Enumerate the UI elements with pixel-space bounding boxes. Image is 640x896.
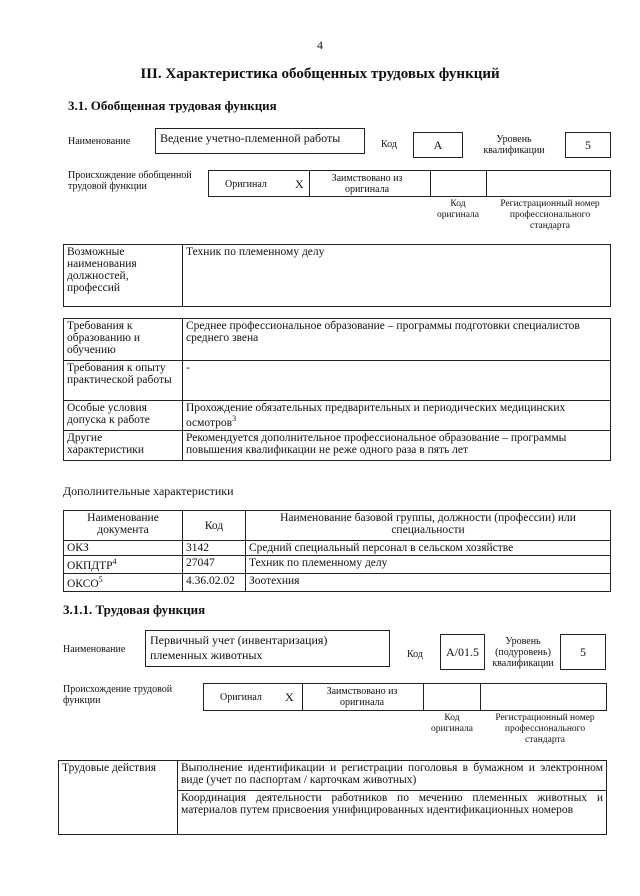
additional-code: 4.36.02.02 <box>183 573 246 591</box>
tf-borrowed-label: Заимствовано из оригинала <box>326 686 398 708</box>
section-title: III. Характеристика обобщенных трудовых функций <box>140 66 500 82</box>
req-conditions-footnote: 3 <box>232 414 237 423</box>
tf-heading: 3.1.1. Трудовая функция <box>63 602 206 617</box>
gtf-code-label: Код <box>381 139 397 150</box>
action-item: Выполнение идентификации и регистрации поголовья в бумажном и электронном виде (учет по паспортам / карточкам животных) <box>178 761 607 791</box>
actions-label: Трудовые действия <box>59 761 178 835</box>
additional-doc-footnote: 4 <box>112 557 117 566</box>
additional-header-name: Наименование базовой группы, должности (профессии) или специальности <box>246 511 611 541</box>
gtf-level-value: 5 <box>565 132 611 158</box>
req-education-label: Требования к образованию и обучению <box>64 319 183 361</box>
tf-level-value: 5 <box>560 634 606 670</box>
tf-name-value: Первичный учет (инвентаризация) племенных животных <box>145 630 390 667</box>
additional-heading: Дополнительные характеристики <box>63 484 234 498</box>
tf-origin-grid <box>203 683 607 711</box>
table-row <box>64 573 611 591</box>
action-item: Координация деятельности работников по мечению племенных животных и материалов путем присвоения унифицированных идентификационных номеров <box>178 791 607 835</box>
gtf-name-value: Ведение учетно-племенной работы <box>155 128 365 154</box>
additional-doc-cell <box>64 573 183 591</box>
req-experience-value: - <box>183 361 611 401</box>
page-number: 4 <box>317 38 323 52</box>
tf-level-label: Уровень (подуровень) квалификации <box>492 636 554 669</box>
tf-origin-label: Происхождение трудовой функции <box>63 684 173 706</box>
gtf-name-label: Наименование <box>68 136 131 147</box>
tf-code-label: Код <box>407 649 423 660</box>
tf-original-mark: X <box>285 690 294 704</box>
additional-table <box>63 510 611 592</box>
actions-table <box>58 760 607 835</box>
tf-code-value: А/01.5 <box>440 634 485 670</box>
table-row <box>64 556 611 574</box>
tf-name-label: Наименование <box>63 644 126 655</box>
additional-name: Средний специальный персонал в сельском хозяйстве <box>246 541 611 556</box>
tf-origin-code-label: Код оригинала <box>431 713 473 734</box>
additional-doc-footnote: 5 <box>98 574 103 584</box>
req-other-value: Рекомендуется дополнительное профессиональное образование – программы повышения квалификации не реже одного раза в пять лет <box>183 431 611 461</box>
req-conditions-label: Особые условия допуска к работе <box>64 401 183 431</box>
gtf-reg-number-label: Регистрационный номер профессионального стандарта <box>500 199 600 231</box>
additional-header-doc: Наименование документа <box>64 511 183 541</box>
positions-table <box>63 244 611 307</box>
requirements-table <box>63 318 611 461</box>
positions-label: Возможные наименования должностей, профессий <box>64 245 183 307</box>
positions-value: Техник по племенному делу <box>183 245 611 307</box>
additional-name: Техник по племенному делу <box>246 556 611 574</box>
table-row <box>64 541 611 556</box>
gtf-origin-label: Происхождение обобщенной трудовой функции <box>68 170 192 192</box>
req-experience-label: Требования к опыту практической работы <box>64 361 183 401</box>
additional-name: Зоотехния <box>246 573 611 591</box>
additional-code: 3142 <box>183 541 246 556</box>
gtf-origin-grid <box>208 170 611 197</box>
req-conditions-cell <box>183 401 611 431</box>
additional-doc-cell <box>64 556 183 574</box>
gtf-borrowed-label: Заимствовано из оригинала <box>331 173 403 195</box>
additional-doc: ОКЗ <box>64 541 183 556</box>
tf-original-label: Оригинал <box>220 692 262 703</box>
gtf-code-value: А <box>413 132 463 158</box>
additional-doc: ОКПДТР <box>67 559 113 572</box>
gtf-original-label: Оригинал <box>225 179 267 190</box>
additional-code: 27047 <box>183 556 246 574</box>
gtf-level-label: Уровень квалификации <box>483 134 545 156</box>
req-conditions-value: Прохождение обязательных предварительных и периодических медицинских осмотров <box>186 402 566 429</box>
gtf-heading: 3.1. Обобщенная трудовая функция <box>68 98 277 113</box>
gtf-original-mark: X <box>295 177 304 191</box>
gtf-origin-code-label: Код оригинала <box>437 199 479 220</box>
additional-header-code: Код <box>183 511 246 541</box>
req-education-value: Среднее профессиональное образование – программы подготовки специалистов среднего звена <box>183 319 611 361</box>
req-other-label: Другие характеристики <box>64 431 183 461</box>
tf-reg-number-label: Регистрационный номер профессионального стандарта <box>495 713 595 745</box>
additional-doc: ОКСО <box>67 577 99 590</box>
